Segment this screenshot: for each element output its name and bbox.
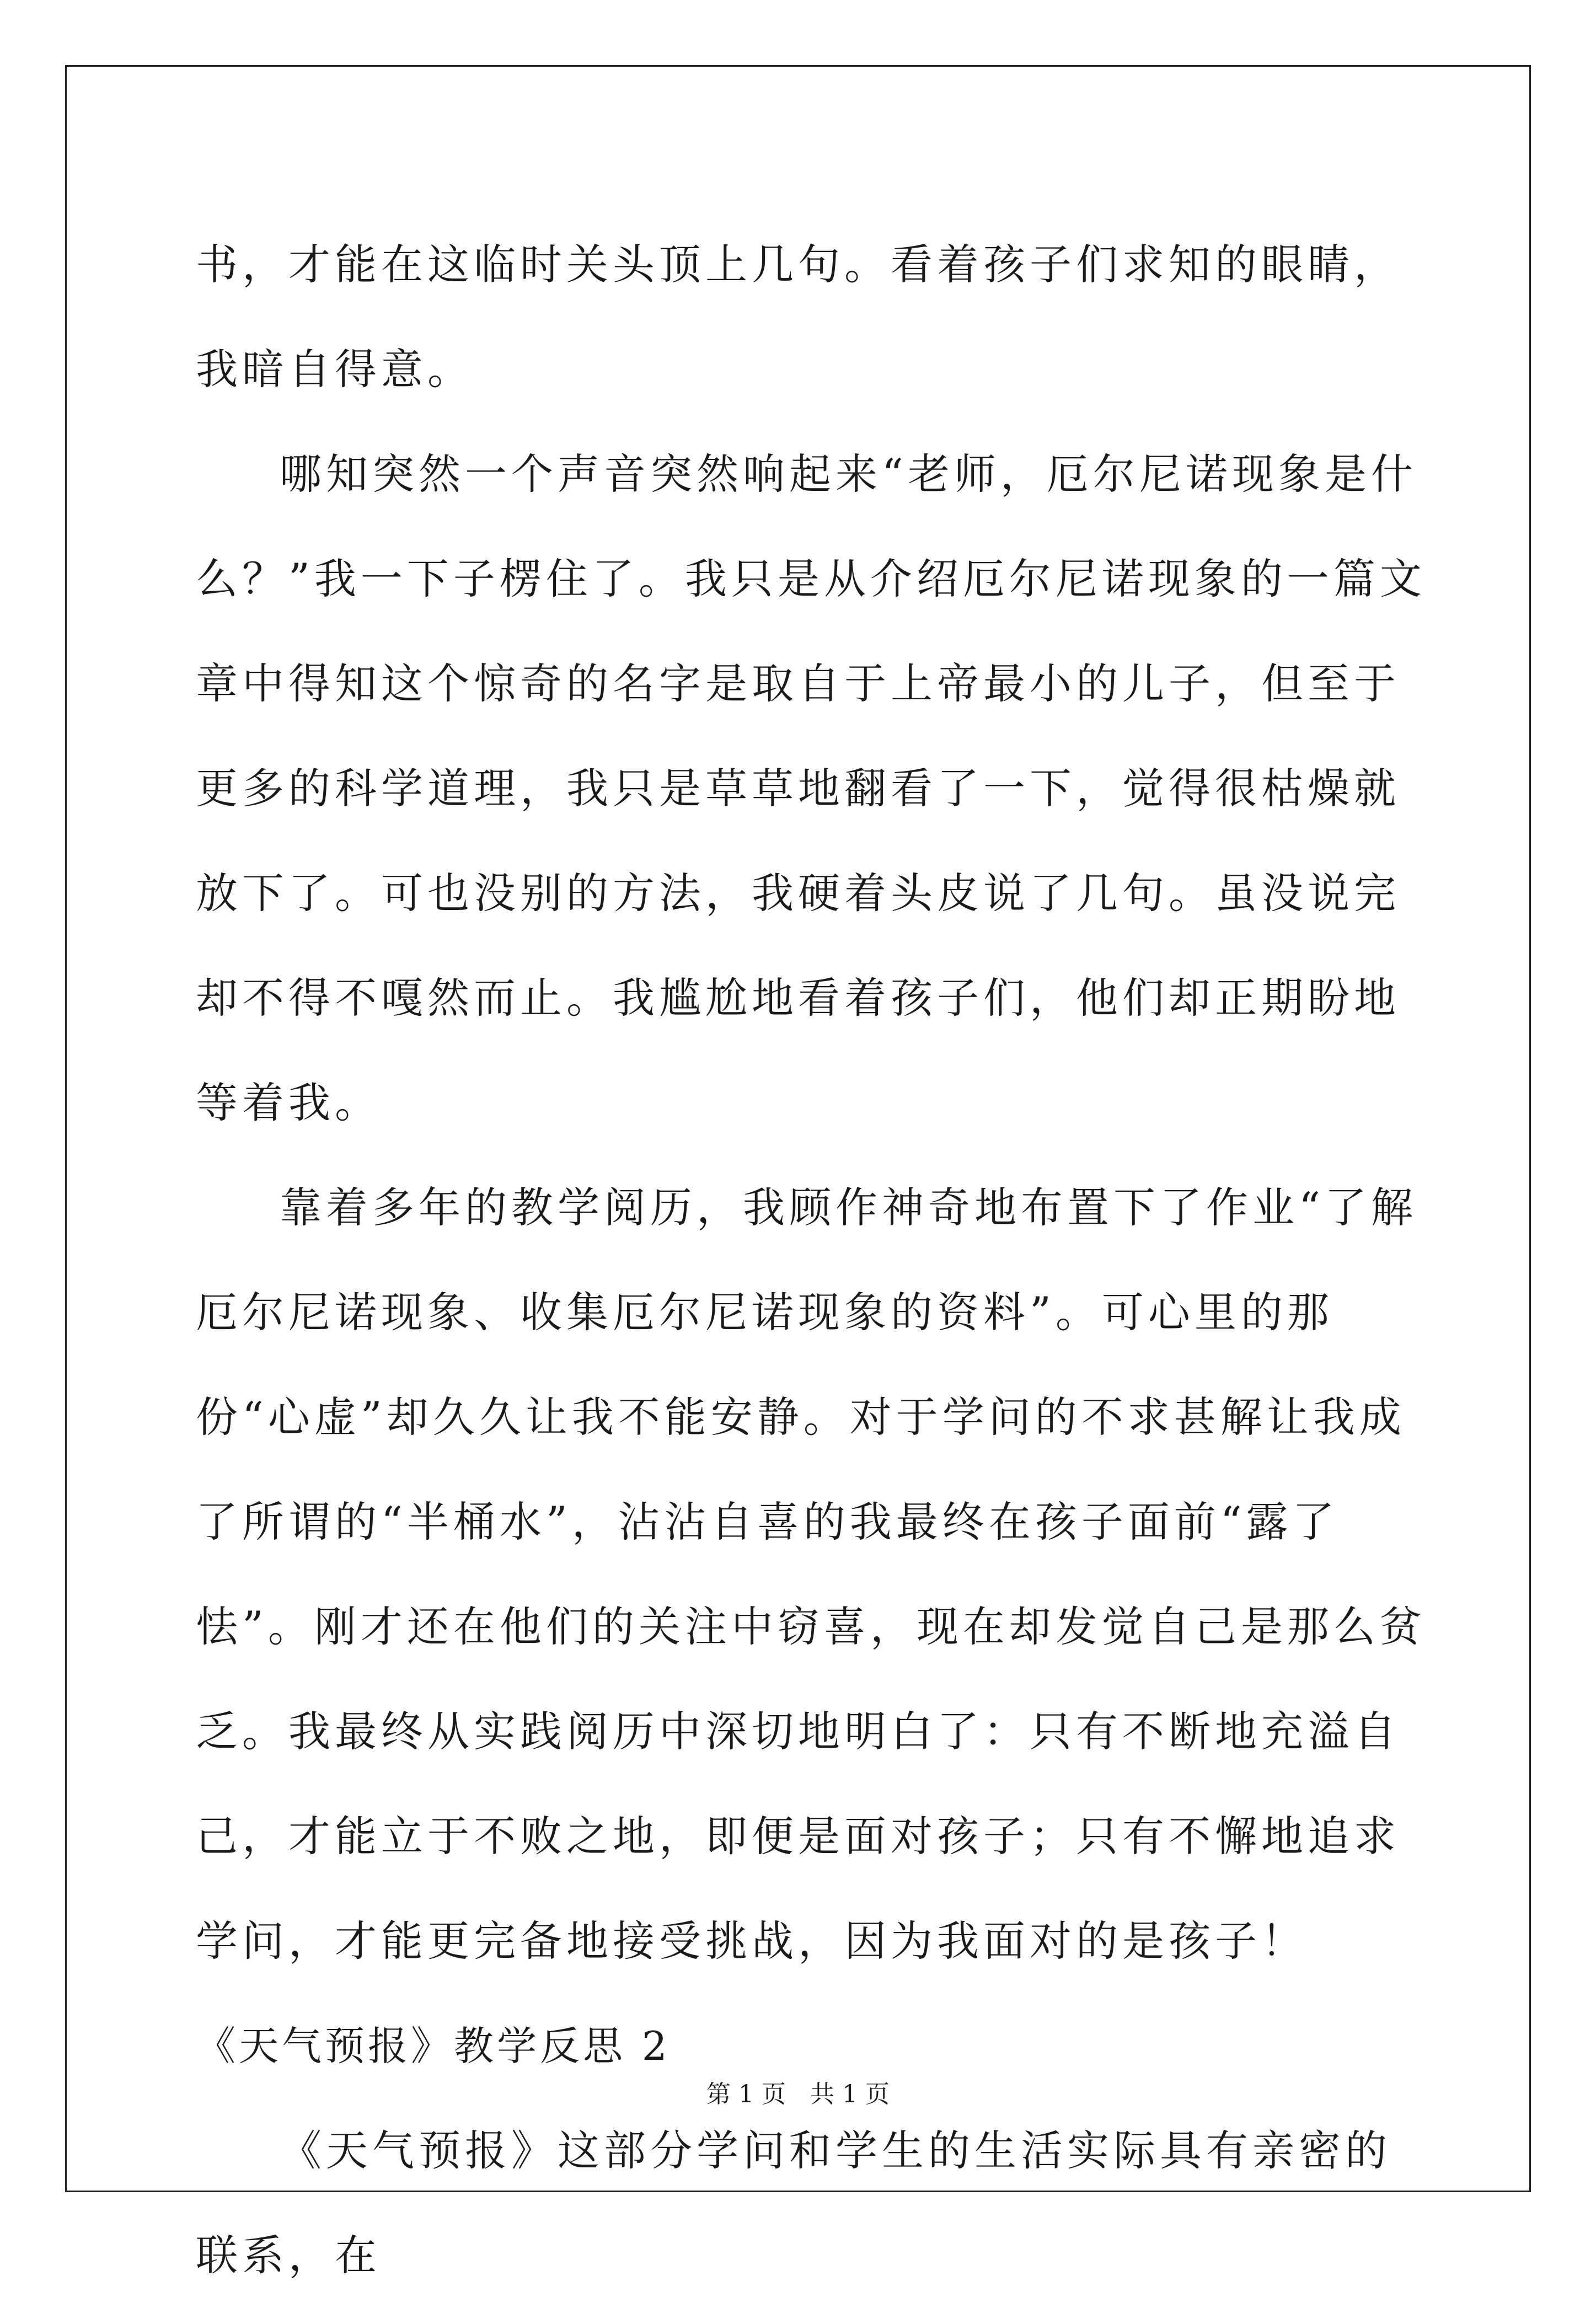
paragraph-4: 《天气预报》这部分学问和学生的生活实际具有亲密的联系，在 (196, 2126, 1391, 2280)
paragraph-2: 哪知突然一个声音突然响起来“老师，厄尔尼诺现象是什么？”我一下子楞住了。我只是从介绍厄尔尼诺现象的一篇文章中得知这个惊奇的名字是取自于上帝最小的儿子，但至于更多的科学道理，我只是草草地翻看了一下，觉得很枯燥就放下了。可也没别的方法，我硬着头皮说了几句。虽没说完却不得不嘎然而止。我尴尬地看着孩子们，他们却正期盼地等着我。 (196, 449, 1426, 1127)
page-number: 第 1 页 (706, 2080, 786, 2108)
page-count: 共 1 页 (810, 2080, 890, 2108)
document-body (196, 212, 1437, 2308)
page-footer (0, 2078, 1596, 2111)
paragraph-1: 书，才能在这临时关头顶上几句。看着孩子们求知的眼睛，我暗自得意。 (196, 240, 1400, 394)
paragraph-3: 靠着多年的教学阅历，我顾作神奇地布置下了作业“了解厄尔尼诺现象、收集厄尔尼诺现象的资料”。可心里的那份“心虚”却久久让我不能安静。对于学问的不求甚解让我成了所谓的“半桶水”，沾沾自喜的我最终在孩子面前“露了怯”。刚才还在他们的关注中窃喜，现在却发觉自己是那么贫乏。我最终从实践阅历中深切地明白了：只有不断地充溢自己，才能立于不败之地，即便是面对孩子；只有不懈地追求学问，才能更完备地接受挑战，因为我面对的是孩子！ (196, 1183, 1426, 1966)
section-title: 《天气预报》教学反思 2 (196, 2023, 671, 2069)
